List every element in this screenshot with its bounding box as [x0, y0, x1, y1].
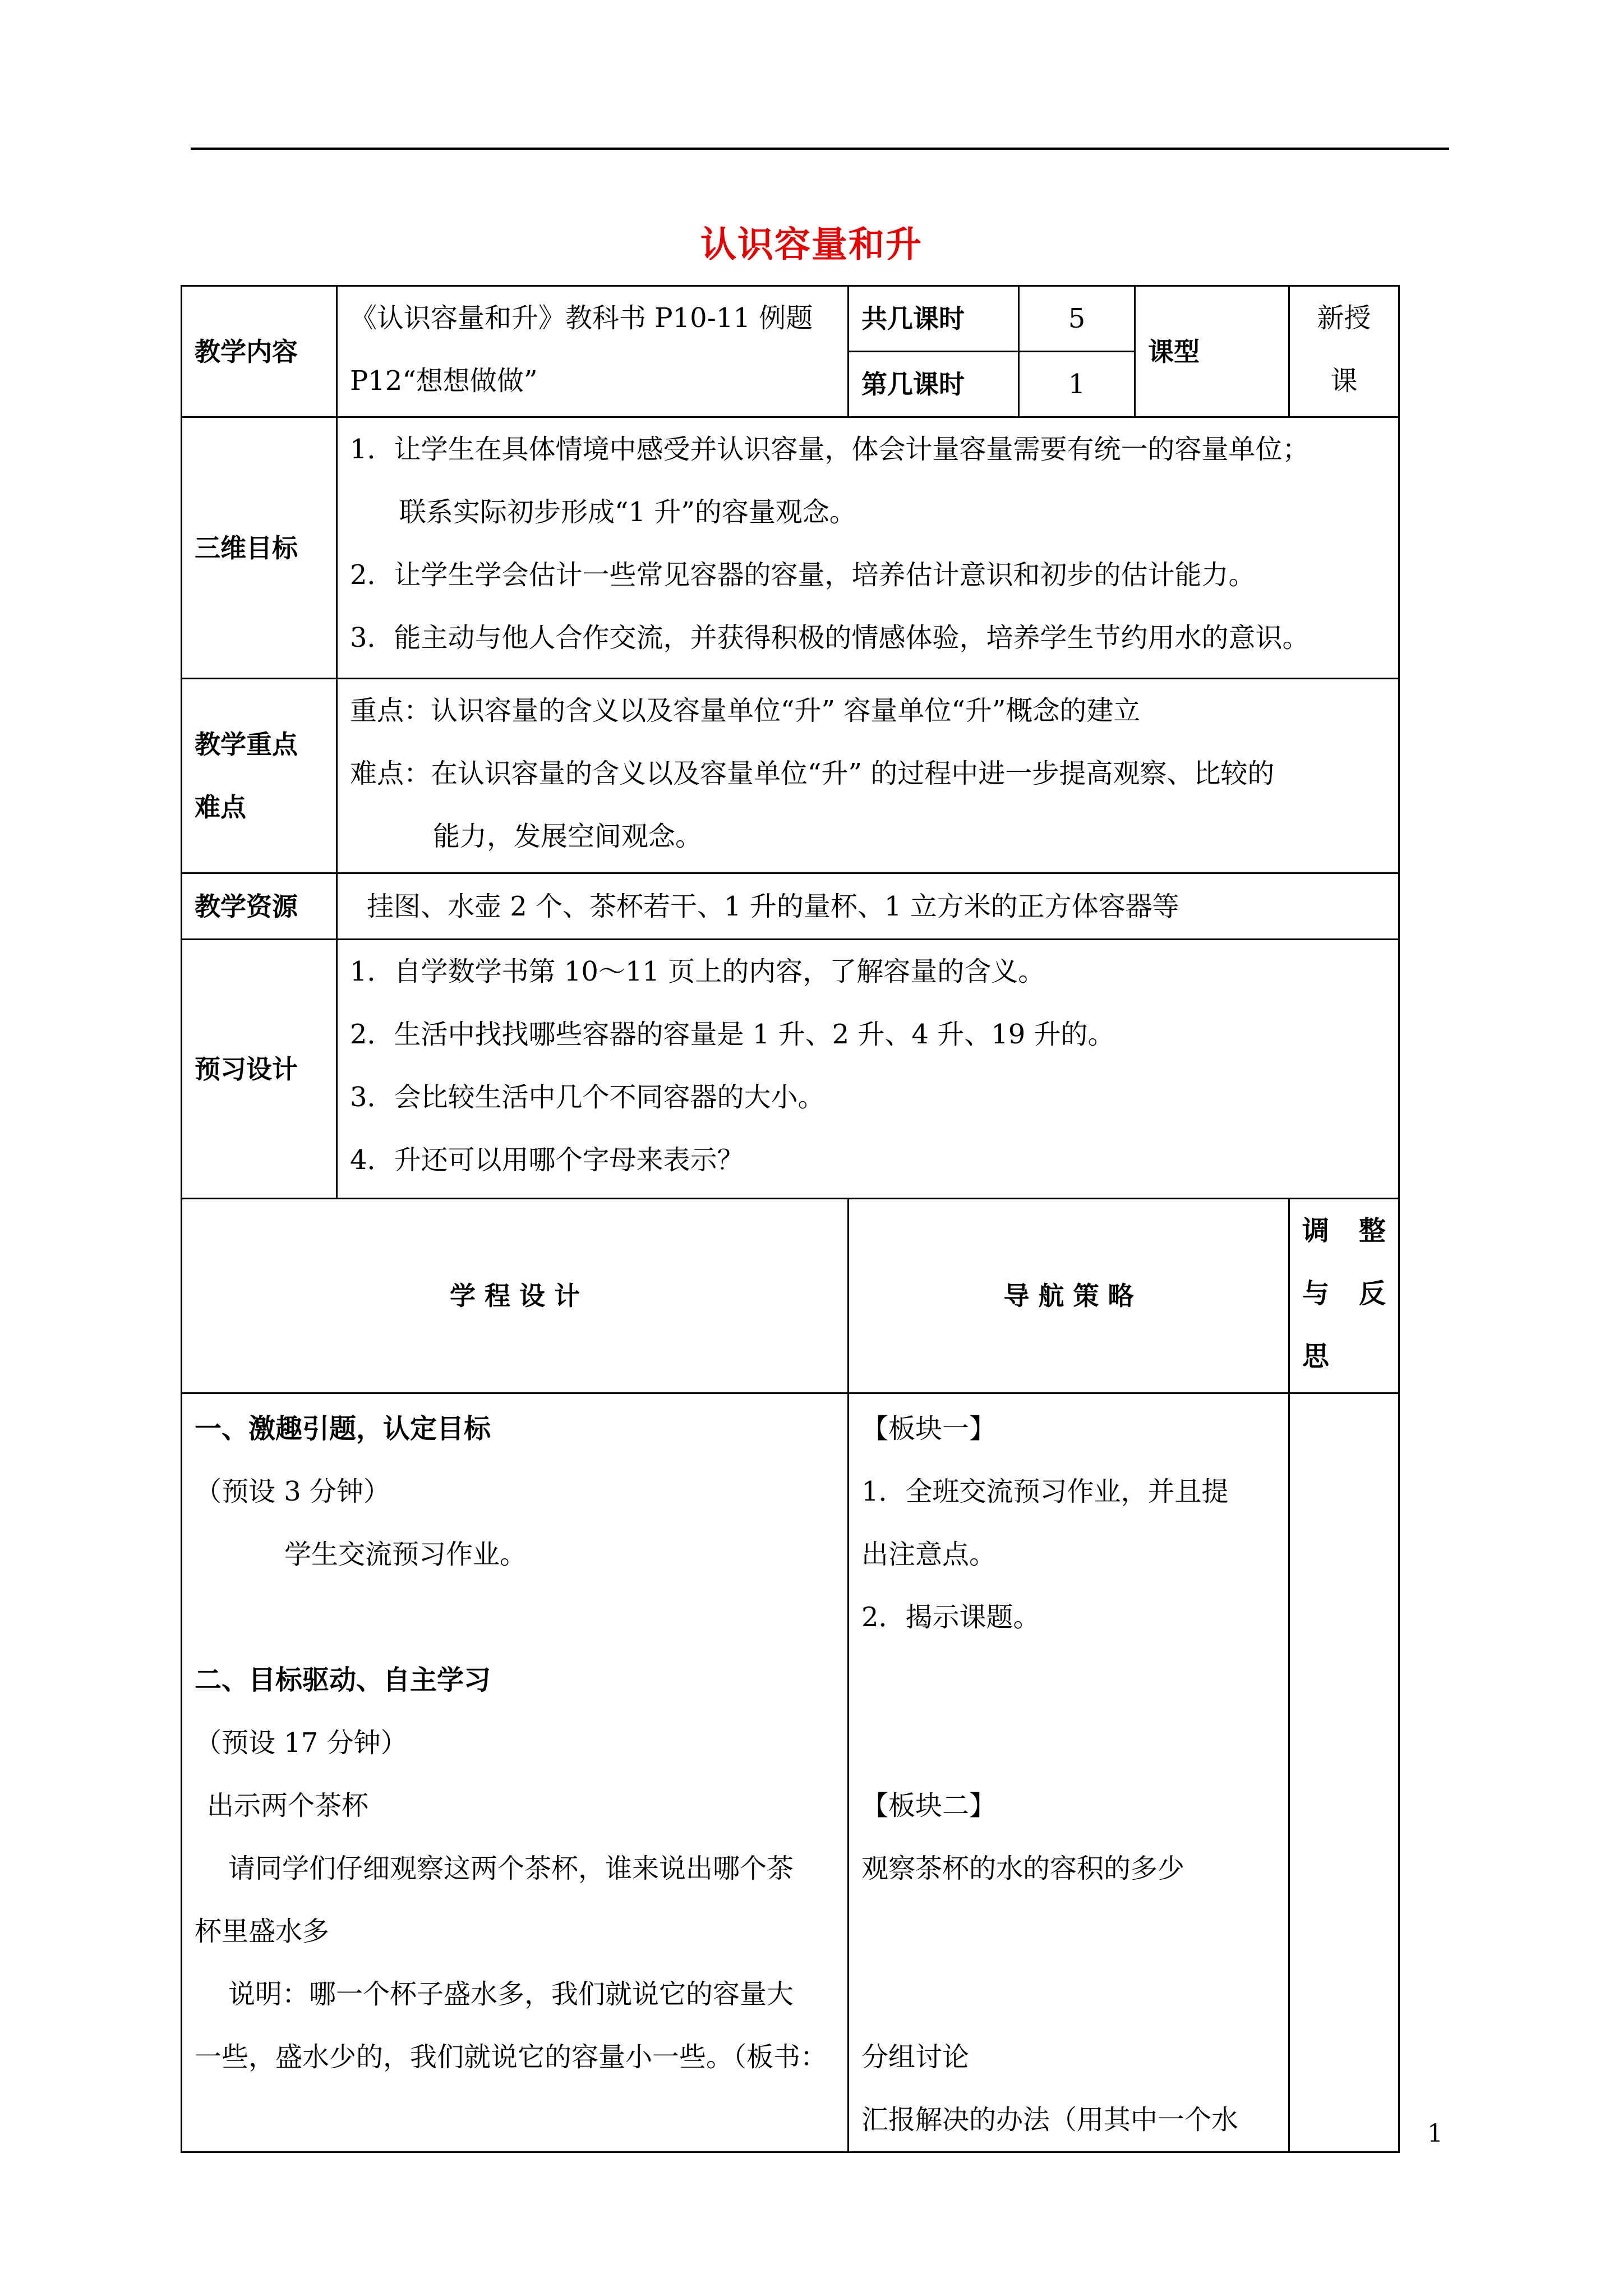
type-label: 课型 [1135, 286, 1289, 417]
page-number: 1 [1427, 2119, 1443, 2148]
strategy-header [849, 1199, 1289, 1393]
key-points-label [182, 679, 337, 873]
adjust-char: 思 [1302, 1341, 1330, 1372]
section-time: （预设 3 分钟） [195, 1476, 391, 1507]
key-point-line: 难点：在认识容量的含义以及容量单位“升” 的过程中进一步提高观察、比较的 [350, 758, 1275, 789]
total-hours-value: 5 [1019, 286, 1135, 352]
adjust-header-line [1302, 1262, 1386, 1325]
design-line: 杯里盛水多 [195, 1916, 330, 1947]
adjust-char: 反 [1358, 1278, 1386, 1309]
block-title: 【板块一】 [861, 1413, 997, 1444]
strategy-line: 汇报解决的办法（用其中一个水 [861, 2104, 1239, 2136]
adjust-header-line [1302, 1199, 1386, 1262]
design-line: 请同学们仔细观察这两个茶杯，谁来说出哪个茶 [228, 1853, 794, 1884]
strategy-line: 出注意点。 [861, 1539, 997, 1570]
key-points-label-line: 难点 [195, 792, 246, 822]
adjust-char: 与 [1302, 1278, 1330, 1309]
design-line: 学生交流预习作业。 [284, 1539, 527, 1570]
design-header [182, 1199, 849, 1393]
block-title: 【板块二】 [861, 1790, 997, 1821]
resources-cell [337, 873, 1399, 940]
key-points-cell [337, 679, 1399, 873]
nth-hour-value: 1 [1019, 352, 1135, 417]
resources-label: 教学资源 [182, 873, 337, 940]
lesson-plan-table [181, 285, 1400, 2153]
document-title: 认识容量和升 [700, 224, 923, 266]
spacer [195, 1586, 835, 1649]
preview-line: 2．生活中找找哪些容器的容量是 1 升、2 升、4 升、19 升的。 [350, 1019, 1115, 1050]
preview-line: 3．会比较生活中几个不同容器的大小。 [350, 1082, 825, 1113]
adjust-char: 调 [1302, 1215, 1330, 1246]
section-title: 一、激趣引题，认定目标 [195, 1413, 491, 1444]
section-time: （预设 17 分钟） [195, 1727, 408, 1759]
type-value-line: 课 [1330, 365, 1358, 397]
resources-text: 挂图、水壶 2 个、茶杯若干、1 升的量杯、1 立方米的正方体容器等 [367, 890, 1179, 922]
type-value-line: 新授 [1317, 302, 1371, 334]
adjust-header [1289, 1199, 1399, 1393]
goals-cell [337, 417, 1399, 679]
spacer [861, 1900, 1276, 1963]
content-cell [337, 286, 849, 417]
design-header-text: 学 程 设 计 [449, 1281, 580, 1311]
goals-label: 三维目标 [182, 417, 337, 679]
spacer [861, 1649, 1276, 1711]
preview-label: 预习设计 [182, 940, 337, 1199]
key-point-line: 重点：认识容量的含义以及容量单位“升” 容量单位“升”概念的建立 [350, 695, 1141, 726]
content-label: 教学内容 [182, 286, 337, 417]
design-line: 一些，盛水少的，我们就说它的容量小一些。（板书： [195, 2041, 828, 2073]
preview-cell [337, 940, 1399, 1199]
section-title: 二、目标驱动、自主学习 [195, 1664, 491, 1696]
strategy-header-text: 导 航 策 略 [1003, 1281, 1134, 1311]
design-line: 说明：哪一个杯子盛水多，我们就说它的容量大 [228, 1978, 794, 2010]
key-points-label-line: 教学重点 [195, 729, 298, 760]
adjust-cell [1289, 1393, 1399, 2152]
content-line: P12“想想做做” [350, 365, 538, 397]
design-line: 出示两个茶杯 [207, 1790, 369, 1821]
goal-line: 3．能主动与他人合作交流，并获得积极的情感体验，培养学生节约用水的意识。 [350, 622, 1310, 654]
strategy-line: 2．揭示课题。 [861, 1602, 1040, 1633]
header-rule [191, 148, 1449, 150]
adjust-char: 整 [1358, 1215, 1386, 1246]
strategy-line: 1．全班交流预习作业，并且提 [861, 1476, 1229, 1507]
type-value [1289, 286, 1399, 417]
goal-line: 1．让学生在具体情境中感受并认识容量，体会计量容量需要有统一的容量单位； [350, 434, 1310, 465]
goal-line: 联系实际初步形成“1 升”的容量观念。 [399, 496, 856, 528]
strategy-line: 分组讨论 [861, 2041, 970, 2073]
spacer [861, 1963, 1276, 2026]
preview-line: 4．升还可以用哪个字母来表示？ [350, 1144, 744, 1176]
strategy-cell [849, 1393, 1289, 2152]
goal-line: 2．让学生学会估计一些常见容器的容量，培养估计意识和初步的估计能力。 [350, 559, 1256, 591]
design-cell [182, 1393, 849, 2152]
key-point-line: 能力，发展空间观念。 [433, 821, 703, 852]
nth-hour-label: 第几课时 [849, 352, 1019, 417]
strategy-line: 观察茶杯的水的容积的多少 [861, 1853, 1185, 1884]
adjust-header-line [1302, 1325, 1386, 1388]
total-hours-label: 共几课时 [849, 286, 1019, 352]
preview-line: 1．自学数学书第 10～11 页上的内容，了解容量的含义。 [350, 956, 1045, 987]
spacer [861, 1711, 1276, 1774]
content-line: 《认识容量和升》教科书 P10-11 例题 [350, 302, 813, 334]
